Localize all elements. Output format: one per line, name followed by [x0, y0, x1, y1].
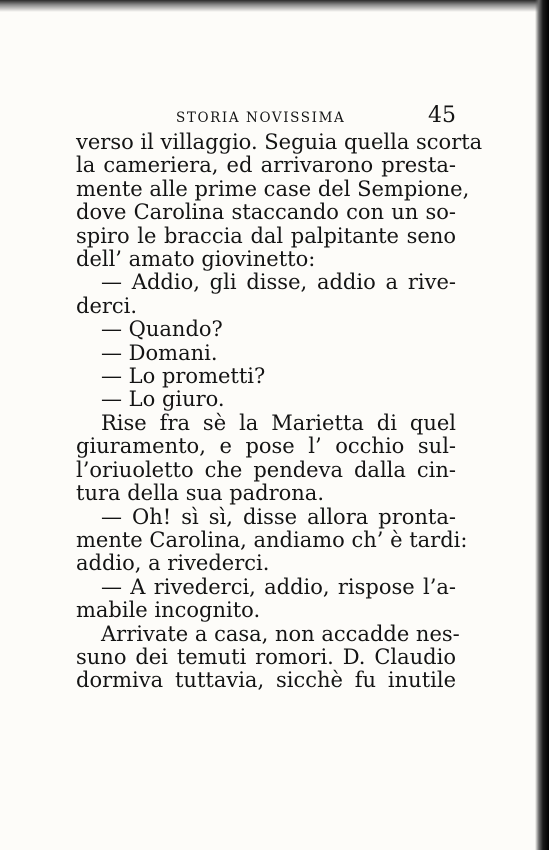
text-line: addio, a rivederci. — [76, 551, 270, 576]
text-line: verso il villaggio. Seguia quella scorta — [76, 130, 483, 154]
text-line: — Lo prometti? — [101, 364, 266, 389]
text-line: spiro le braccia dal palpitante seno — [76, 223, 456, 248]
text-line: derci. — [76, 293, 138, 318]
text-line: mente alle prime case del Sempione, — [76, 176, 470, 201]
page-top-shadow — [0, 0, 549, 12]
text-line: Arrivate a casa, non accadde nes- — [101, 621, 460, 646]
text-body — [76, 130, 483, 693]
text-line: suno dei temuti romori. D. Claudio — [76, 644, 456, 669]
text-line: — Quando? — [101, 317, 223, 342]
text-line: tura della sua padrona. — [76, 481, 325, 506]
text-line: — A rivederci, addio, rispose l’a- — [101, 574, 456, 599]
running-header — [76, 104, 456, 128]
page-number: 45 — [428, 103, 456, 128]
text-line: la cameriera, ed arrivarono presta- — [76, 153, 456, 178]
text-line: dove Carolina staccando con un so- — [76, 200, 456, 225]
text-line: — Domani. — [101, 340, 218, 365]
text-line: dell’ amato giovinetto: — [76, 247, 316, 272]
text-line: l’oriuoletto che pendeva dalla cin- — [76, 457, 456, 482]
text-line: dormiva tuttavia, sicchè fu inutile — [76, 668, 456, 693]
text-line: — Lo giuro. — [101, 387, 225, 412]
text-line: mente Carolina, andiamo ch’ è tardi: — [76, 527, 468, 552]
text-line: giuramento, e pose l’ occhio sul- — [76, 434, 456, 459]
text-line: Rise fra sè la Marietta di quel — [101, 410, 456, 435]
text-line: mabile incognito. — [76, 598, 261, 623]
running-title: STORIA NOVISSIMA — [176, 110, 346, 126]
text-line: — Addio, gli disse, addio a rive- — [101, 270, 456, 295]
page-binding-shadow — [535, 0, 549, 850]
text-line: — Oh! sì sì, disse allora pronta- — [101, 504, 456, 529]
